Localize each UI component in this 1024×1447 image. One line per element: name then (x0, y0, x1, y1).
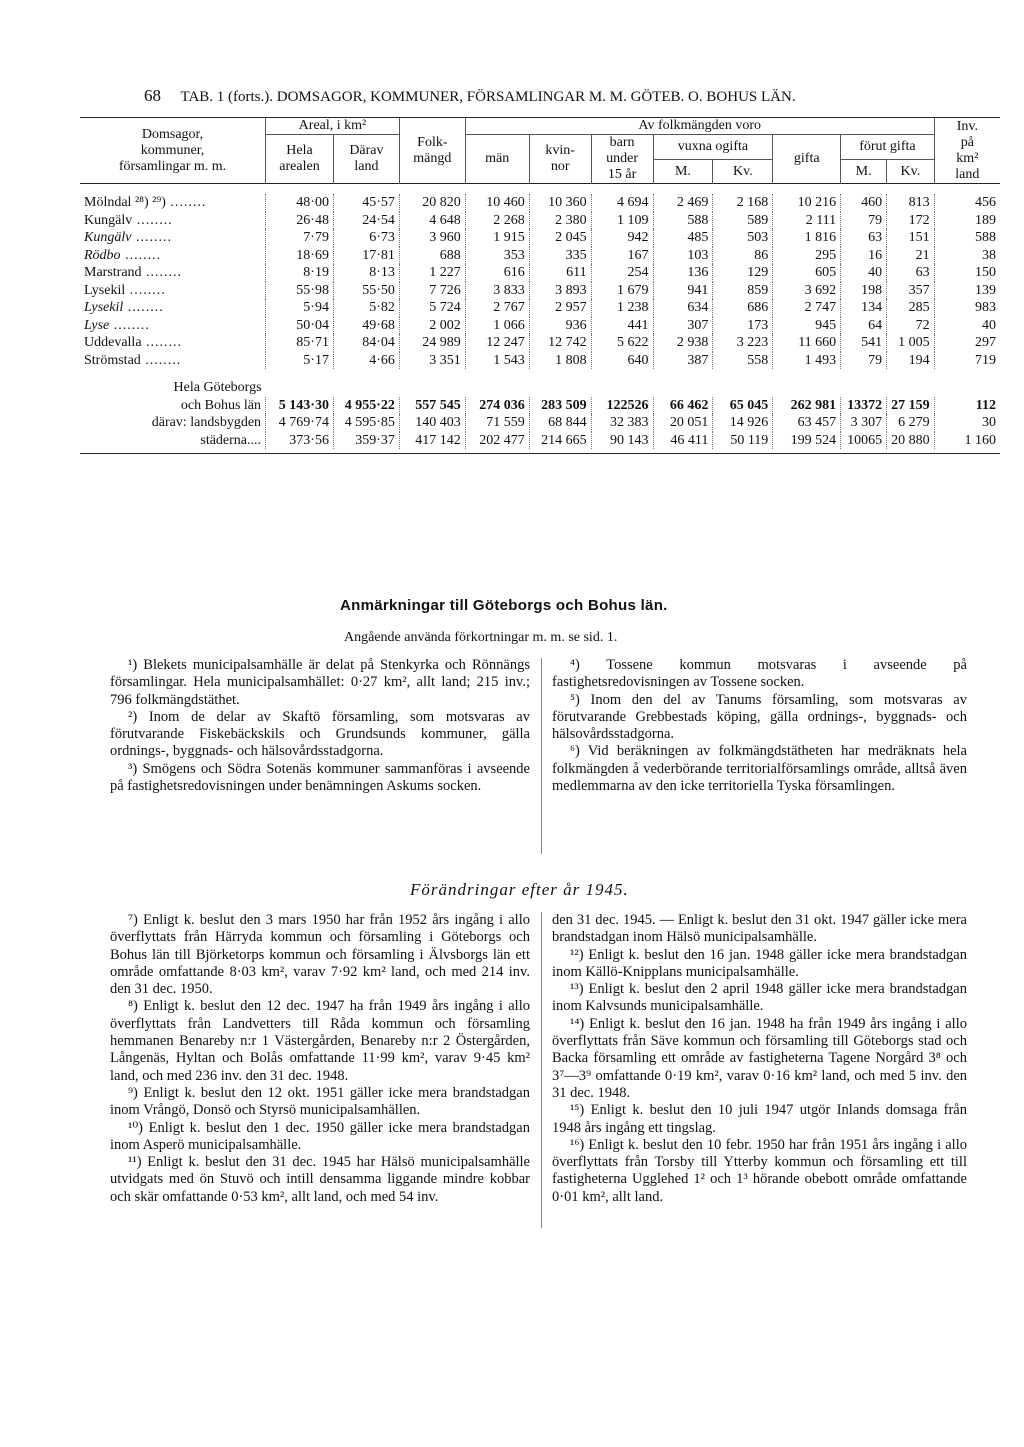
table-row-total (80, 397, 1000, 415)
table-cell: 72 (887, 317, 935, 335)
table-cell: 3 833 (465, 282, 529, 300)
col-header-areal: Areal, i km² (266, 118, 400, 135)
table-cell: 3 692 (773, 282, 841, 300)
table-cell: 12 742 (529, 334, 591, 352)
table-cell: 611 (529, 264, 591, 282)
change-8: ⁸) Enligt k. beslut den 12 dec. 1947 ha från 1949 års ingång i allo överflyttats från Landvetters till Råda kommun och församling hemmanen Benareby n:r 1 Västergården, Benareby n:r 2 Östergården, Långenäs, Hyltan och Bolås omfattande 11·99 km², varav 9·45 km² land, och med 236 inv. den 31 dec. 1948. (110, 998, 530, 1084)
change-15: ¹⁵) Enligt k. beslut den 10 juli 1947 utgör Inlands domsaga från 1948 års ingång ett tingslag. (552, 1102, 967, 1136)
row-label: Uddevalla ........ (84, 335, 183, 351)
table-cell: 38 (934, 247, 1000, 265)
table-cell: 719 (934, 352, 1000, 370)
table-cell: 936 (529, 317, 591, 335)
row-label: Mölndal ²⁸) ²⁹) ........ (84, 195, 207, 211)
table-cell: 63 457 (773, 414, 841, 432)
table-cell: 64 (841, 317, 887, 335)
table-cell: 945 (773, 317, 841, 335)
table-cell: 129 (713, 264, 773, 282)
note-2: ²) Inom de delar av Skaftö församling, som motsvaras av förutvarande Fiskebäckskils och Grundsunds kommuner, gälla ordnings-, byggnads- och hälsovårdsstadgorna. (110, 708, 530, 760)
page-number: 68 (144, 86, 161, 105)
col-header-barn: barn under 15 år (591, 135, 653, 184)
table-cell: 1 493 (773, 352, 841, 370)
change-9: ⁹) Enligt k. beslut den 12 okt. 1951 gäller icke mera brandstadgan inom Vrångö, Donsö och Styrsö municipalsamhällen. (110, 1084, 530, 1119)
table-cell: 20 820 (399, 194, 465, 212)
table-cell: 11 660 (773, 334, 841, 352)
row-label: Strömstad ........ (84, 352, 182, 368)
changes-title: Förändringar efter år 1945. (410, 880, 629, 899)
row-label: och Bohus län (180, 397, 262, 413)
table-cell: 1 066 (465, 317, 529, 335)
table-cell: 12 247 (465, 334, 529, 352)
table-cell: 1 109 (591, 212, 653, 230)
change-10: ¹⁰) Enligt k. beslut den 1 dec. 1950 gäller icke mera brandstadgan inom Asperö municipalsamhälle. (110, 1119, 530, 1153)
col-header-forut-kv: Kv. (887, 159, 935, 184)
col-header-man: män (465, 135, 529, 184)
table-cell: 10 216 (773, 194, 841, 212)
population-table (80, 117, 1000, 454)
table-row (80, 352, 1000, 370)
table-cell: 6·73 (333, 229, 399, 247)
table-cell: 48·00 (266, 194, 334, 212)
col-header-darav-land: Därav land (333, 135, 399, 184)
table-cell: 24 989 (399, 334, 465, 352)
table-cell: 2 168 (713, 194, 773, 212)
table-cell: 688 (399, 247, 465, 265)
table-cell: 5·82 (333, 299, 399, 317)
row-label: därav: landsbygden (151, 415, 262, 431)
changes-right-column (552, 912, 967, 1206)
table-row (80, 299, 1000, 317)
table-row (80, 194, 1000, 212)
table-cell: 1 227 (399, 264, 465, 282)
table-cell: 353 (465, 247, 529, 265)
table-cell: 26·48 (266, 212, 334, 230)
table-cell: 2 380 (529, 212, 591, 230)
col-header-kvinnor: kvin- nor (529, 135, 591, 184)
table-row-total-label (80, 379, 1000, 397)
change-7: ⁷) Enligt k. beslut den 3 mars 1950 har från 1952 års ingång i allo överflyttats från Härryda kommun och församling i Göteborgs och Bohus län till Björketorps kommun och församling i Älvsborgs län ett område omfattande 8·03 km², varav 7·92 km² land, och med 214 inv. den 31 dec. 1950. (110, 912, 530, 998)
table-cell: 68 844 (529, 414, 591, 432)
table-cell: 90 143 (591, 432, 653, 450)
table-cell: 588 (653, 212, 713, 230)
notes-subtitle: Angående använda förkortningar m. m. se sid. 1. (344, 630, 618, 645)
table-cell: 634 (653, 299, 713, 317)
table-cell: 3 351 (399, 352, 465, 370)
changes-divider (541, 912, 542, 1228)
table-cell: 417 142 (399, 432, 465, 450)
table-cell: 503 (713, 229, 773, 247)
table-cell: 387 (653, 352, 713, 370)
table-cell: 605 (773, 264, 841, 282)
table-cell: 285 (887, 299, 935, 317)
table-cell: 359·37 (333, 432, 399, 450)
table-cell: 4 769·74 (266, 414, 334, 432)
table-cell: 983 (934, 299, 1000, 317)
table-cell: 134 (841, 299, 887, 317)
table-cell: 1 543 (465, 352, 529, 370)
table-cell: 86 (713, 247, 773, 265)
table-cell: 55·50 (333, 282, 399, 300)
table-cell: 85·71 (266, 334, 334, 352)
table-cell: 2 111 (773, 212, 841, 230)
table-cell: 27 159 (887, 397, 935, 415)
col-header-forut-gifta: förut gifta (841, 135, 934, 160)
table-row (80, 334, 1000, 352)
table-row (80, 317, 1000, 335)
table-cell: 49·68 (333, 317, 399, 335)
change-16: ¹⁶) Enligt k. beslut den 10 febr. 1950 har från 1951 års ingång i allo överflyttats från Torsby till Ytterby kommun och församling ett till fastigheterna Ugglehed 1² och 1³ hörande obebott område omfattande 0·01 km², allt land. (552, 1136, 967, 1205)
table-cell: 262 981 (773, 397, 841, 415)
notes-right-column (552, 657, 967, 795)
table-cell: 20 880 (887, 432, 935, 450)
table-cell: 140 403 (399, 414, 465, 432)
table-cell: 16 (841, 247, 887, 265)
table-cell: 4·66 (333, 352, 399, 370)
table-row-sub (80, 432, 1000, 450)
table-cell: 63 (841, 229, 887, 247)
table-row (80, 282, 1000, 300)
row-label: Lysekil ........ (84, 282, 166, 298)
table-cell: 71 559 (465, 414, 529, 432)
table-cell: 5 622 (591, 334, 653, 352)
table-cell: 3 893 (529, 282, 591, 300)
col-header-gifta: gifta (773, 135, 841, 184)
table-cell: 2 957 (529, 299, 591, 317)
table-cell: 14 926 (713, 414, 773, 432)
col-header-folkmangd: Folk- mängd (399, 118, 465, 184)
table-cell: 2 747 (773, 299, 841, 317)
table-cell: 5 724 (399, 299, 465, 317)
table-cell: 65 045 (713, 397, 773, 415)
table-cell: 84·04 (333, 334, 399, 352)
table-cell: 4 694 (591, 194, 653, 212)
table-cell: 79 (841, 352, 887, 370)
note-6: ⁶) Vid beräkningen av folkmängdstätheten har medräknats hela folkmängden å vederbörande territorialförsamlings område, alltså även medlemmarna av den icke territoriella Tyska församlingen. (552, 743, 967, 795)
table-cell: 588 (934, 229, 1000, 247)
table-cell: 859 (713, 282, 773, 300)
table-cell: 50 119 (713, 432, 773, 450)
table-cell: 7 726 (399, 282, 465, 300)
table-cell: 66 462 (653, 397, 713, 415)
row-label: Lyse ........ (84, 317, 150, 333)
table-cell: 485 (653, 229, 713, 247)
table-cell: 373·56 (266, 432, 334, 450)
table-cell: 5·94 (266, 299, 334, 317)
note-1: ¹) Blekets municipalsamhälle är delat på Stenkyrka och Rönnängs församlingar. Hela municipalsamhället: 0·27 km², allt land; 215 inv.; 796 folkmängdstäthet. (110, 657, 530, 708)
note-3: ³) Smögens och Södra Sotenäs kommuner sammanföras i avseende på fastighetsredovisningen under benämningen Askums socken. (110, 760, 530, 795)
table-cell: 1 915 (465, 229, 529, 247)
table-cell: 214 665 (529, 432, 591, 450)
table-cell: 2 268 (465, 212, 529, 230)
table-cell: 32 383 (591, 414, 653, 432)
table-cell: 55·98 (266, 282, 334, 300)
table-cell: 189 (934, 212, 1000, 230)
col-header-vuxna-kv: Kv. (713, 159, 773, 184)
note-5: ⁵) Inom den del av Tanums församling, som motsvaras av förutvarande Grebbestads köping, gälla ordnings-, byggnads- och hälsovårdsstadgorna. (552, 691, 967, 743)
col-header-hela-arealen: Hela arealen (266, 135, 334, 184)
row-label: Rödbo ........ (84, 247, 162, 263)
table-cell: 460 (841, 194, 887, 212)
page-heading: TAB. 1 (forts.). DOMSAGOR, KOMMUNER, FÖRSAMLINGAR M. M. GÖTEB. O. BOHUS LÄN. (180, 89, 796, 105)
table-cell: 172 (887, 212, 935, 230)
table-cell: 3 307 (841, 414, 887, 432)
table-cell: 139 (934, 282, 1000, 300)
table-cell: 46 411 (653, 432, 713, 450)
table-cell: 40 (934, 317, 1000, 335)
table-cell: 813 (887, 194, 935, 212)
table-row-sub (80, 414, 1000, 432)
changes-left-column (110, 912, 530, 1206)
table-cell: 2 045 (529, 229, 591, 247)
table-cell: 456 (934, 194, 1000, 212)
table-cell: 2 767 (465, 299, 529, 317)
table-cell: 20 051 (653, 414, 713, 432)
note-4: ⁴) Tossene kommun motsvaras i avseende på fastighetsredovisningen av Tossene socken. (552, 657, 967, 691)
table-cell: 1 679 (591, 282, 653, 300)
table-cell: 1 005 (887, 334, 935, 352)
table-cell: 10 460 (465, 194, 529, 212)
table-cell: 103 (653, 247, 713, 265)
table-cell: 199 524 (773, 432, 841, 450)
table-cell: 202 477 (465, 432, 529, 450)
table-cell: 21 (887, 247, 935, 265)
table-cell: 1 808 (529, 352, 591, 370)
col-header-vuxna-m: M. (653, 159, 713, 184)
change-13: ¹³) Enligt k. beslut den 2 april 1948 gäller icke mera brandstadgan inom Kalvsunds municipalsamhälle. (552, 981, 967, 1015)
table-cell: 686 (713, 299, 773, 317)
table-cell: 7·79 (266, 229, 334, 247)
change-14: ¹⁴) Enligt k. beslut den 16 jan. 1948 ha från 1949 års ingång i allo överflyttats från Säve kommun och församling till Göteborgs stad och Backa församling ett område av fastigheterna Tagene Norgård 3⁸ och 3⁷—3⁹ omfattande 0·19 km², varav 0·16 km² land, och med 5 inv. den 31 dec. 1948. (552, 1015, 967, 1101)
table-cell: 307 (653, 317, 713, 335)
table-cell: 112 (934, 397, 1000, 415)
table-cell: 274 036 (465, 397, 529, 415)
table-cell: 40 (841, 264, 887, 282)
table-cell: 441 (591, 317, 653, 335)
table-cell: 150 (934, 264, 1000, 282)
table-cell: 3 223 (713, 334, 773, 352)
col-header-vuxna-ogifta: vuxna ogifta (653, 135, 773, 160)
table-cell: 589 (713, 212, 773, 230)
table-cell: 2 002 (399, 317, 465, 335)
row-label: Kungälv ........ (84, 230, 172, 246)
table-row (80, 229, 1000, 247)
table-row (80, 264, 1000, 282)
table-cell: 17·81 (333, 247, 399, 265)
table-cell: 6 279 (887, 414, 935, 432)
table-cell: 541 (841, 334, 887, 352)
table-cell: 616 (465, 264, 529, 282)
table-cell: 50·04 (266, 317, 334, 335)
table-row (80, 212, 1000, 230)
table-cell: 8·19 (266, 264, 334, 282)
change-11: ¹¹) Enligt k. beslut den 31 dec. 1945 har Hälsö municipalsamhälle utvidgats med ön Stuvö och intill densamma liggande mindre kobbar och skär omfattande 0·53 km², allt land, och med 54 inv. (110, 1154, 530, 1205)
table-cell: 173 (713, 317, 773, 335)
row-label: Lysekil ........ (84, 300, 164, 316)
table-cell: 63 (887, 264, 935, 282)
table-cell: 5 143·30 (266, 397, 334, 415)
table-cell: 4 648 (399, 212, 465, 230)
col-header-av-folkmangden: Av folkmängden voro (465, 118, 934, 135)
table-cell: 1 816 (773, 229, 841, 247)
row-label: Marstrand ........ (84, 265, 183, 281)
table-cell: 335 (529, 247, 591, 265)
table-cell: 8·13 (333, 264, 399, 282)
table-cell: 357 (887, 282, 935, 300)
notes-left-column (110, 657, 530, 795)
table-cell: 45·57 (333, 194, 399, 212)
col-header-domsagor: Domsagor, kommuner, församlingar m. m. (118, 126, 227, 174)
table-cell: 1 238 (591, 299, 653, 317)
table-cell: 167 (591, 247, 653, 265)
table-cell: 10 360 (529, 194, 591, 212)
row-label: Hela Göteborgs (173, 380, 262, 396)
table-cell: 5·17 (266, 352, 334, 370)
table-row (80, 247, 1000, 265)
notes-divider (541, 658, 542, 854)
table-cell: 4 955·22 (333, 397, 399, 415)
col-header-forut-m: M. (841, 159, 887, 184)
table-cell: 30 (934, 414, 1000, 432)
table-cell: 10065 (841, 432, 887, 450)
table-cell: 24·54 (333, 212, 399, 230)
row-label: Kungälv ........ (84, 212, 173, 228)
table-cell: 13372 (841, 397, 887, 415)
row-label: städerna.... (200, 432, 262, 448)
notes-title: Anmärkningar till Göteborgs och Bohus län. (340, 597, 668, 614)
table-cell: 18·69 (266, 247, 334, 265)
table-cell: 2 938 (653, 334, 713, 352)
table-cell: 136 (653, 264, 713, 282)
table-cell: 558 (713, 352, 773, 370)
table-cell: 640 (591, 352, 653, 370)
table-cell: 198 (841, 282, 887, 300)
table-cell: 4 595·85 (333, 414, 399, 432)
page-header (144, 86, 796, 106)
table-cell: 295 (773, 247, 841, 265)
table-cell: 942 (591, 229, 653, 247)
table-cell: 557 545 (399, 397, 465, 415)
table-cell: 941 (653, 282, 713, 300)
change-12: ¹²) Enligt k. beslut den 16 jan. 1948 gäller icke mera brandstadgan inom Källö-Knipplans municipalsamhälle. (552, 946, 967, 980)
table-cell: 122526 (591, 397, 653, 415)
table-cell: 2 469 (653, 194, 713, 212)
table-cell: 3 960 (399, 229, 465, 247)
table-cell: 254 (591, 264, 653, 282)
table-cell: 151 (887, 229, 935, 247)
col-header-inv: Inv. på km² land (934, 118, 1000, 184)
table-cell: 194 (887, 352, 935, 370)
table-cell: 1 160 (934, 432, 1000, 450)
table-cell: 283 509 (529, 397, 591, 415)
table-cell: 297 (934, 334, 1000, 352)
change-11-cont: den 31 dec. 1945. — Enligt k. beslut den 31 okt. 1947 gäller icke mera brandstadgan inom Hälsö municipalsamhälle. (552, 912, 967, 946)
table-cell: 79 (841, 212, 887, 230)
